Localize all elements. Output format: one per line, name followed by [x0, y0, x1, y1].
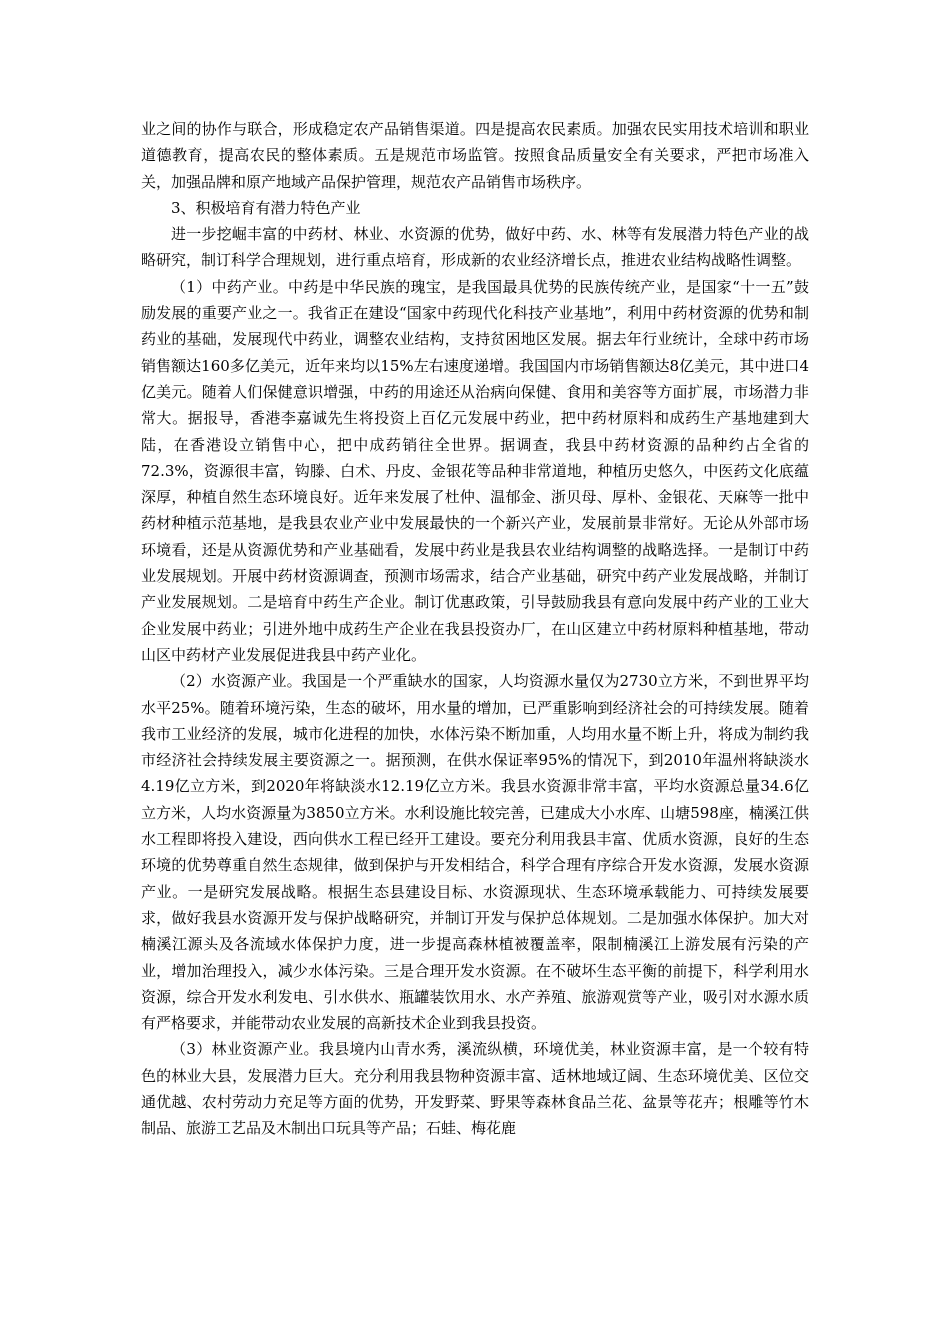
paragraph-forestry: （3）林业资源产业。我县境内山青水秀，溪流纵横，环境优美，林业资源丰富，是一个较有特色的林业大县，发展潜力巨大。充分利用我县物种资源丰富、适林地域辽阔、生态环境优美、区位交通优越、农村劳动力充足等方面的优势，开发野菜、野果等森林食品兰花、盆景等花卉；根雕等竹木制品、旅游工艺品及木制出口玩具等产品；石蛙、梅花鹿 [141, 1040, 809, 1138]
paragraph-intro: 进一步挖崛丰富的中药材、林业、水资源的优势，做好中药、水、林等有发展潜力特色产业的战略研究，制订科学合理规划，进行重点培育，形成新的农业经济增长点，推进农业结构战略性调整。 [141, 225, 809, 270]
paragraph-chinese-medicine: （1）中药产业。中药是中华民族的瑰宝，是我国最具优势的民族传统产业，是国家“十一五”鼓励发展的重要产业之一。我省正在建设“国家中药现代化科技产业基地”，利用中药材资源的优势和制药业的基础，发展现代中药业，调整农业结构，支持贫困地区发展。据去年行业统计，全球中药市场销售额达160多亿美元，近年来均以15%左右速度递增。我国国内市场销售额达8亿美元，其中进口4亿美元。随着人们保健意识增强，中药的用途还从治病向保健、食用和美容等方面扩展，市场潜力非常大。据报导，香港李嘉诚先生将投资上百亿元发展中药业，把中药材原料和成药生产基地建到大陆，在香港设立销售中心，把中成药销往全世界。据调查，我县中药材资源的品种约占全省的72.3%，资源很丰富，钩滕、白术、丹皮、金银花等品种非常道地，种植历史悠久，中医药文化底蕴深厚，种植自然生态环境良好。近年来发展了杜仲、温郁金、浙贝母、厚朴、金银花、天麻等一批中药材种植示范基地，是我县农业产业中发展最快的一个新兴产业，发展前景非常好。无论从外部市场环境看，还是从资源优势和产业基础看，发展中药业是我县农业结构调整的战略选择。一是制订中药业发展规划。开展中药材资源调查，预测市场需求，结合产业基础，研究中药产业发展战略，并制订产业发展规划。二是培育中药生产企业。制订优惠政策，引导鼓励我县有意向发展中药产业的工业大企业发展中药业；引进外地中成药生产企业在我县投资办厂，在山区建立中药材原料种植基地，带动山区中药材产业发展促进我县中药产业化。 [141, 277, 809, 664]
paragraph-continuation: 业之间的协作与联合，形成稳定农产品销售渠道。四是提高农民素质。加强农民实用技术培训和职业道德教育，提高农民的整体素质。五是规范市场监管。按照食品质量安全有关要求，严把市场准入关，加强品牌和原产地域产品保护管理，规范农产品销售市场秩序。 [141, 120, 809, 191]
document-page [141, 116, 809, 1142]
section-heading: 3、积极培育有潜力特色产业 [171, 198, 361, 217]
paragraph-water-resources: （2）水资源产业。我国是一个严重缺水的国家，人均资源水量仅为2730立方米，不到世界平均水平25%。随着环境污染，生态的破坏，用水量的增加，已严重影响到经济社会的可持续发展。随着我市工业经济的发展，城市化进程的加快，水体污染不断加重，人均用水量不断上升，将成为制约我市经济社会持续发展主要资源之一。据预测，在供水保证率95%的情况下，到2010年温州将缺淡水4.19亿立方米，到2020年将缺淡水12.19亿立方米。我县水资源非常丰富，平均水资源总量34.6亿立方米，人均水资源量为3850立方米。水利设施比较完善，已建成大小水库、山塘598座，楠溪江供水工程即将投入建设，西向供水工程已经开工建设。要充分利用我县丰富、优质水资源，良好的生态环境的优势尊重自然生态规律，做到保护与开发相结合，科学合理有序综合开发水资源，发展水资源产业。一是研究发展战略。根据生态县建设目标、水资源现状、生态环境承载能力、可持续发展要求，做好我县水资源开发与保护战略研究，并制订开发与保护总体规划。二是加强水体保护。加大对楠溪江源头及各流域水体保护力度，进一步提高森林植被覆盖率，限制楠溪江上游发展有污染的产业，增加治理投入，减少水体污染。三是合理开发水资源。在不破坏生态平衡的前提下，科学利用水资源，综合开发水利发电、引水供水、瓶罐装饮用水、水产养殖、旅游观赏等产业，吸引对水源水质有严格要求，并能带动农业发展的高新技术企业到我县投资。 [141, 672, 809, 1033]
